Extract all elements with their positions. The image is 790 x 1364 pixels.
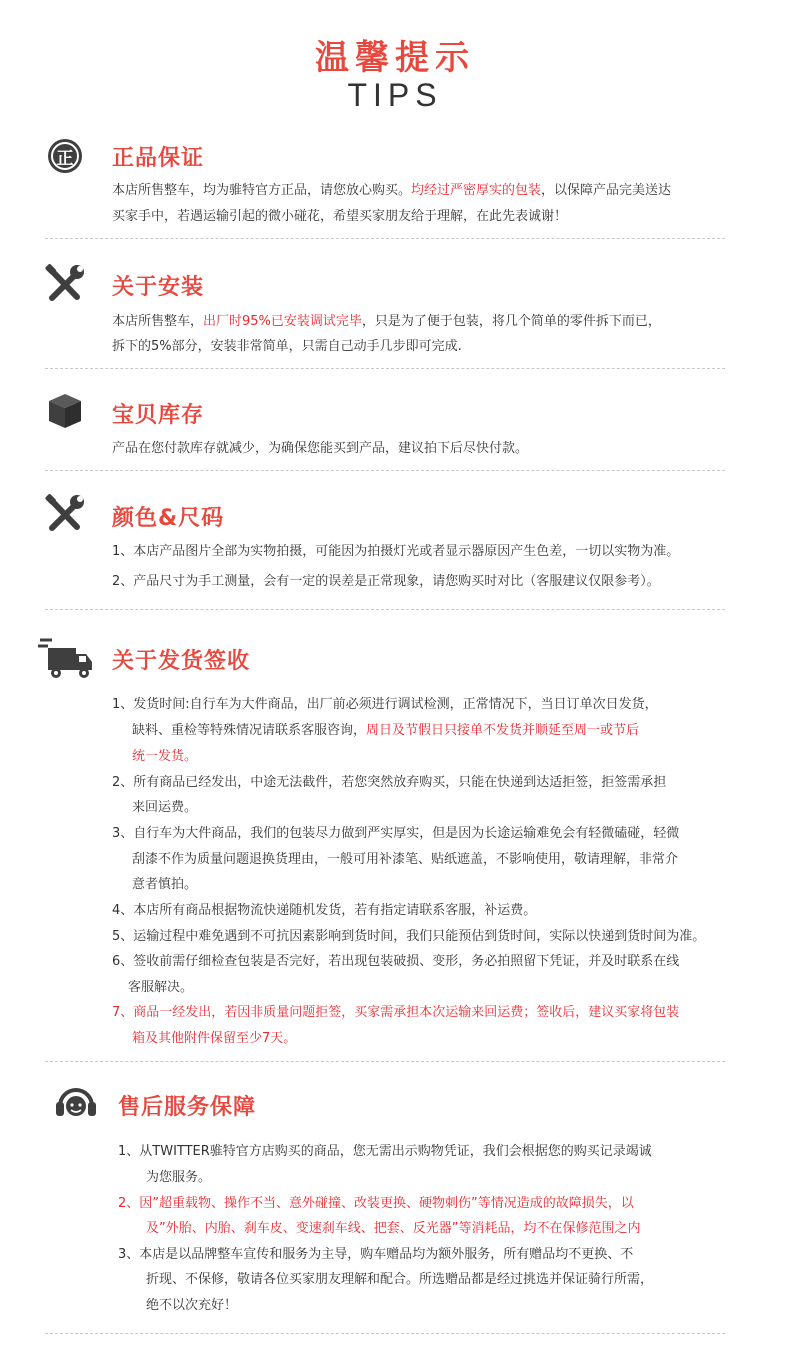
section-genuine-line: 买家手中，若遇运输引起的微小碰花，希望买家朋友给于理解，在此先表诚谢！ (112, 209, 568, 224)
section-after-sales-line: 1、从TWITTER骓特官方店购买的商品，您无需出示购物凭证，我们会根据您的购买记录竭诚 (118, 1144, 652, 1159)
section-genuine-line: 本店所售整车，均为骓特官方正品，请您放心购买。均经过严密厚实的包装，以保障产品完美送达 (112, 183, 672, 198)
section-divider (45, 1333, 725, 1334)
section-divider (45, 238, 725, 239)
section-title-color-size: 颜色&尺码 (112, 506, 225, 531)
genuine-badge-glyph: 正 (56, 149, 74, 169)
section-installation-line: 拆下的5%部分，安装非常简单，只需自己动手几步即可完成. (112, 339, 462, 354)
tools-icon (44, 264, 86, 304)
section-shipping-line: 2、所有商品已经发出，中途无法截件，若您突然放弃购买，只能在快递到达适拒签，拒签需承担 (112, 775, 667, 790)
section-shipping-line: 5、运输过程中难免遇到不可抗因素影响到货时间，我们只能预估到货时间，实际以快递到货时间为准。 (112, 929, 706, 944)
section-installation-line: 本店所售整车，出厂时95%已安装调试完毕，只是为了便于包装，将几个简单的零件拆下而已， (112, 314, 661, 329)
page-title: 温馨提示 (315, 38, 475, 78)
section-shipping-line: 来回运费。 (132, 800, 198, 815)
section-title-installation: 关于安装 (112, 275, 205, 300)
page-subtitle: TIPS (347, 77, 443, 113)
section-after-sales-line: 为您服务。 (146, 1170, 212, 1185)
section-after-sales-line: 折现、不保修，敬请各位买家朋友理解和配合。所选赠品都是经过挑选并保证骑行所需， (146, 1272, 654, 1287)
section-divider (45, 609, 725, 610)
delivery-truck-icon (38, 634, 94, 682)
section-after-sales-line: 及”外胎、内胎、刹车皮、变速刹车线、把套、反光器”等消耗品，均不在保修范围之内 (146, 1221, 641, 1236)
section-after-sales-line: 3、本店是以品牌整车宣传和服务为主导，购车赠品均为额外服务，所有赠品均不更换、不 (118, 1247, 634, 1262)
section-shipping-line: 意者慎拍。 (132, 877, 198, 892)
genuine-badge-icon (46, 137, 84, 175)
section-shipping-line: 缺料、重检等特殊情况请联系客服咨询，周日及节假日只接单不发货并顺延至周一或节后 (132, 723, 640, 738)
section-divider (45, 470, 725, 471)
section-title-shipping: 关于发货签收 (112, 649, 251, 674)
section-title-stock: 宝贝库存 (112, 403, 205, 428)
section-color-size-line: 2、产品尺寸为手工测量，会有一定的误差是正常现象，请您购买时对比（客服建议仅限参考）。 (112, 574, 660, 589)
section-shipping-line: 客服解决。 (128, 980, 194, 995)
section-stock-line: 产品在您付款库存就减少，为确保您能买到产品，建议拍下后尽快付款。 (112, 441, 529, 456)
tools-icon (44, 494, 86, 534)
section-shipping-line: 箱及其他附件保留至少7天。 (132, 1031, 297, 1046)
section-color-size-line: 1、本店产品图片全部为实物拍摄，可能因为拍摄灯光或者显示器原因产生色差，一切以实物为准。 (112, 544, 680, 559)
section-shipping-line: 统一发货。 (132, 749, 198, 764)
section-divider (45, 368, 725, 369)
section-shipping-line: 1、发货时间:自行车为大件商品，出厂前必须进行调试检测，正常情况下，当日订单次日发货， (112, 697, 658, 712)
section-divider (45, 1061, 725, 1062)
section-after-sales-line: 绝不以次充好！ (146, 1298, 238, 1313)
section-title-after-sales: 售后服务保障 (118, 1095, 257, 1120)
section-after-sales-line: 2、因”超重载物、操作不当、意外碰撞、改装更换、硬物刺伤”等情况造成的故障损失，以 (118, 1196, 634, 1211)
customer-service-icon (54, 1084, 98, 1124)
box-icon (45, 391, 85, 431)
section-shipping-line: 4、本店所有商品根据物流快递随机发货，若有指定请联系客服，补运费。 (112, 903, 537, 918)
section-shipping-line: 6、签收前需仔细检查包装是否完好，若出现包装破损、变形，务必拍照留下凭证，并及时联系在线 (112, 954, 680, 969)
section-shipping-line: 3、自行车为大件商品，我们的包装尽力做到严实厚实，但是因为长途运输难免会有轻微磕碰，轻微 (112, 826, 680, 841)
section-shipping-line: 刮漆不作为质量问题退换货理由，一般可用补漆笔、贴纸遮盖，不影响使用，敬请理解，非常介 (132, 852, 679, 867)
section-shipping-line: 7、商品一经发出，若因非质量问题拒签，买家需承担本次运输来回运费；签收后，建议买家将包装 (112, 1005, 680, 1020)
section-title-genuine: 正品保证 (112, 146, 205, 171)
